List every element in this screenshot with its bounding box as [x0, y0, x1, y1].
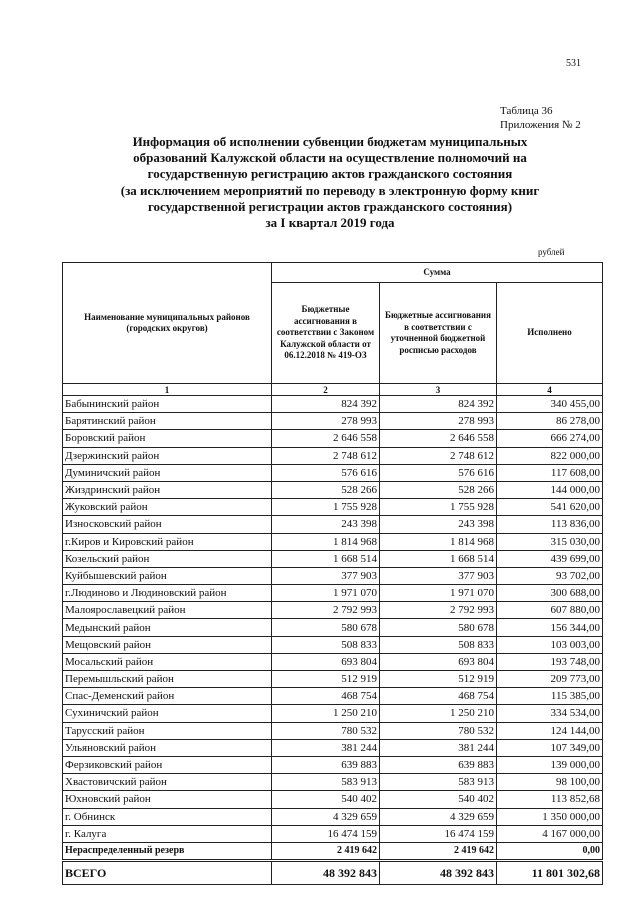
table-row: [63, 636, 603, 653]
table-row: [63, 688, 603, 705]
title-line: государственную регистрацию актов гражданского состояния: [147, 166, 513, 182]
row-name: Сухиничский район: [63, 705, 272, 722]
row-name: Жуковский район: [63, 499, 272, 516]
column-number: 3: [380, 384, 497, 396]
row-executed: 115 385,00: [497, 688, 603, 705]
row-budget-refined: 16 474 159: [380, 825, 497, 842]
table-row: [63, 739, 603, 756]
row-name: Медынский район: [63, 619, 272, 636]
row-budget-law: 639 883: [272, 756, 380, 773]
row-name: Думиничский район: [63, 464, 272, 481]
row-budget-law: 576 616: [272, 464, 380, 481]
table-row: [63, 533, 603, 550]
row-budget-refined: 528 266: [380, 481, 497, 498]
row-budget-refined: 508 833: [380, 636, 497, 653]
title-line: Информация об исполнении субвенции бюджетам муниципальных: [132, 134, 528, 149]
row-executed: 209 773,00: [497, 671, 603, 688]
row-name: Боровский район: [63, 430, 272, 447]
row-budget-refined: 278 993: [380, 413, 497, 430]
row-budget-law: 512 919: [272, 671, 380, 688]
row-executed: 113 852,68: [497, 791, 603, 808]
row-executed: 300 688,00: [497, 585, 603, 602]
header-sum: Сумма: [272, 263, 603, 283]
row-executed: 193 748,00: [497, 653, 603, 670]
row-executed: 93 702,00: [497, 567, 603, 584]
row-executed: 822 000,00: [497, 447, 603, 464]
row-name: Износковский район: [63, 516, 272, 533]
row-budget-refined: 1 755 928: [380, 499, 497, 516]
title-line: за I квартал 2019 года: [265, 215, 395, 231]
table-row: [63, 602, 603, 619]
row-budget-law: 278 993: [272, 413, 380, 430]
row-name: г. Обнинск: [63, 808, 272, 825]
row-budget-law: 1 668 514: [272, 550, 380, 567]
row-budget-refined: 824 392: [380, 396, 497, 413]
row-budget-refined: 468 754: [380, 688, 497, 705]
row-name: Нераспределенный резерв: [63, 842, 272, 860]
row-budget-refined: 2 748 612: [380, 447, 497, 464]
title-line: государственной регистрации актов гражданского состояния): [147, 198, 513, 214]
row-budget-law: 2 792 993: [272, 602, 380, 619]
title-line: образований Калужской области на осуществление полномочий на: [133, 150, 527, 166]
row-name: Бабынинский район: [63, 396, 272, 413]
row-executed: 107 349,00: [497, 739, 603, 756]
row-budget-refined: 580 678: [380, 619, 497, 636]
row-executed: 156 344,00: [497, 619, 603, 636]
row-budget-law: 2 748 612: [272, 447, 380, 464]
document-title: [80, 134, 580, 231]
table-row: [63, 791, 603, 808]
row-name: Ульяновский район: [63, 739, 272, 756]
table-row: [63, 499, 603, 516]
row-budget-refined: 512 919: [380, 671, 497, 688]
row-executed: 315 030,00: [497, 533, 603, 550]
row-name: Юхновский район: [63, 791, 272, 808]
row-executed: 439 699,00: [497, 550, 603, 567]
row-budget-refined: 639 883: [380, 756, 497, 773]
row-budget-refined: 377 903: [380, 567, 497, 584]
table-row: [63, 585, 603, 602]
row-executed: 1 350 000,00: [497, 808, 603, 825]
row-executed: 4 167 000,00: [497, 825, 603, 842]
table-ref-line1: Таблица 36: [500, 105, 553, 117]
row-executed: 86 278,00: [497, 413, 603, 430]
header-col4: Исполнено: [497, 283, 603, 384]
row-executed: 98 100,00: [497, 774, 603, 791]
row-budget-refined: 780 532: [380, 722, 497, 739]
row-budget-refined: 4 329 659: [380, 808, 497, 825]
table-row: [63, 447, 603, 464]
row-name: Козельский район: [63, 550, 272, 567]
row-name: Мещовский район: [63, 636, 272, 653]
table-row: [63, 774, 603, 791]
row-name: г.Киров и Кировский район: [63, 533, 272, 550]
row-budget-law: 1 814 968: [272, 533, 380, 550]
row-budget-law: 1 250 210: [272, 705, 380, 722]
total-name: ВСЕГО: [63, 861, 272, 885]
row-budget-law: 4 329 659: [272, 808, 380, 825]
row-budget-refined: 381 244: [380, 739, 497, 756]
table-row: [63, 481, 603, 498]
row-budget-law: 381 244: [272, 739, 380, 756]
table-ref-line2: Приложения № 2: [500, 119, 581, 131]
row-budget-law: 16 474 159: [272, 825, 380, 842]
row-budget-law: 1 755 928: [272, 499, 380, 516]
table-row: [63, 550, 603, 567]
row-budget-law: 540 402: [272, 791, 380, 808]
table-reference: [500, 104, 581, 132]
row-executed: 124 144,00: [497, 722, 603, 739]
row-executed: 340 455,00: [497, 396, 603, 413]
header-col3: Бюджетные ассигнования в соответствии с уточненной бюджетной росписью расходов: [380, 283, 497, 384]
row-name: Жиздринский район: [63, 481, 272, 498]
row-budget-law: 824 392: [272, 396, 380, 413]
subvention-table: [62, 262, 603, 885]
row-budget-law: 2 419 642: [272, 842, 380, 860]
row-executed: 334 534,00: [497, 705, 603, 722]
row-budget-law: 377 903: [272, 567, 380, 584]
table-row: [63, 567, 603, 584]
row-budget-refined: 693 804: [380, 653, 497, 670]
table-row: [63, 516, 603, 533]
row-budget-law: 580 678: [272, 619, 380, 636]
row-budget-law: 2 646 558: [272, 430, 380, 447]
table-row: [63, 619, 603, 636]
row-budget-refined: 2 419 642: [380, 842, 497, 860]
total-executed: 11 801 302,68: [497, 861, 603, 885]
row-budget-law: 243 398: [272, 516, 380, 533]
table-row: [63, 722, 603, 739]
row-budget-refined: 1 814 968: [380, 533, 497, 550]
title-line: (за исключением мероприятий по переводу в электронную форму книг: [120, 182, 540, 198]
row-executed: 666 274,00: [497, 430, 603, 447]
row-budget-law: 780 532: [272, 722, 380, 739]
column-number: 2: [272, 384, 380, 396]
row-budget-refined: 2 646 558: [380, 430, 497, 447]
table-row: [63, 705, 603, 722]
row-executed: 113 836,00: [497, 516, 603, 533]
row-budget-refined: 1 668 514: [380, 550, 497, 567]
units-label: рублей: [538, 247, 565, 257]
row-name: Малоярославецкий район: [63, 602, 272, 619]
row-executed: 0,00: [497, 842, 603, 860]
header-name: Наименование муниципальных районов (городских округов): [63, 263, 272, 384]
table-row: [63, 825, 603, 842]
row-budget-law: 528 266: [272, 481, 380, 498]
row-budget-law: 508 833: [272, 636, 380, 653]
total-budget-law: 48 392 843: [272, 861, 380, 885]
page-number: 531: [566, 58, 581, 69]
table-row: [63, 430, 603, 447]
row-name: Барятинский район: [63, 413, 272, 430]
reserve-row: [63, 842, 603, 860]
row-budget-law: 693 804: [272, 653, 380, 670]
row-executed: 541 620,00: [497, 499, 603, 516]
row-budget-refined: 243 398: [380, 516, 497, 533]
row-budget-refined: 1 971 070: [380, 585, 497, 602]
row-budget-law: 468 754: [272, 688, 380, 705]
table-row: [63, 653, 603, 670]
table-row: [63, 756, 603, 773]
row-budget-law: 1 971 070: [272, 585, 380, 602]
row-name: Тарусский район: [63, 722, 272, 739]
table-row: [63, 671, 603, 688]
table-row: [63, 464, 603, 481]
header-col2: Бюджетные ассигнования в соответствии с Законом Калужской области от 06.12.2018 № 419-ОЗ: [272, 283, 380, 384]
row-name: Спас-Деменский район: [63, 688, 272, 705]
row-budget-refined: 583 913: [380, 774, 497, 791]
row-name: г.Людиново и Людиновский район: [63, 585, 272, 602]
row-name: Куйбышевский район: [63, 567, 272, 584]
column-number: 1: [63, 384, 272, 396]
table-row: [63, 808, 603, 825]
table-row: [63, 413, 603, 430]
total-row: [63, 861, 603, 885]
row-name: Ферзиковский район: [63, 756, 272, 773]
column-number: 4: [497, 384, 603, 396]
row-name: г. Калуга: [63, 825, 272, 842]
row-executed: 139 000,00: [497, 756, 603, 773]
total-budget-refined: 48 392 843: [380, 861, 497, 885]
row-budget-refined: 540 402: [380, 791, 497, 808]
row-executed: 144 000,00: [497, 481, 603, 498]
row-name: Хвастовичский район: [63, 774, 272, 791]
row-budget-refined: 1 250 210: [380, 705, 497, 722]
row-budget-law: 583 913: [272, 774, 380, 791]
row-budget-refined: 576 616: [380, 464, 497, 481]
row-executed: 607 880,00: [497, 602, 603, 619]
row-name: Дзержинский район: [63, 447, 272, 464]
row-budget-refined: 2 792 993: [380, 602, 497, 619]
row-executed: 117 608,00: [497, 464, 603, 481]
row-name: Мосальский район: [63, 653, 272, 670]
row-executed: 103 003,00: [497, 636, 603, 653]
table-row: [63, 396, 603, 413]
row-name: Перемышльский район: [63, 671, 272, 688]
